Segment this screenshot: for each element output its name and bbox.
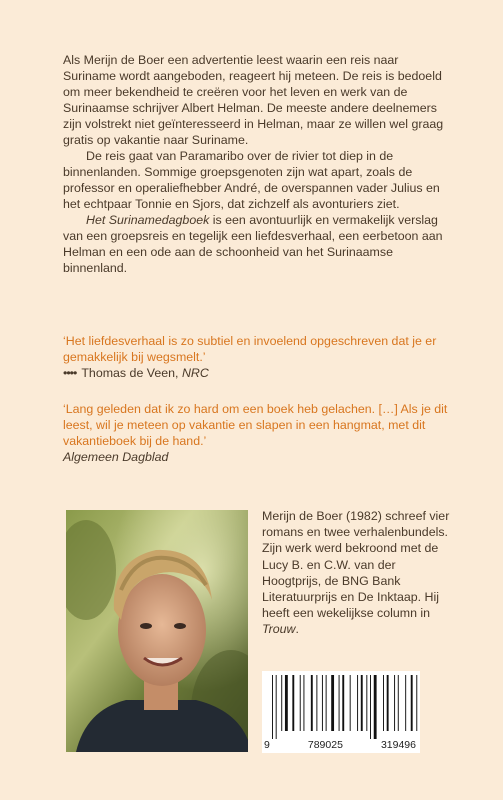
barcode-bar	[405, 675, 406, 731]
review-quote-2	[63, 401, 458, 465]
barcode-bar	[281, 675, 282, 731]
barcode-bar	[326, 675, 327, 731]
quote-attribution	[63, 365, 458, 381]
barcode-digits	[262, 739, 420, 751]
barcode-bar	[285, 675, 288, 731]
blurb-paragraph-2: De reis gaat van Paramaribo over de rivier tot diep in de binnenlanden. Sommige groepsgenoten zijn wat apart, zoals de professor en operaliefhebber André, de overspannen vader Julius en het echtpaar Tonnie en Sjors, dat zichzelf als avonturiers ziet.	[63, 149, 440, 211]
barcode-bar	[398, 675, 399, 731]
author-portrait-image	[66, 510, 248, 752]
barcode-bar	[322, 675, 323, 731]
barcode-bar	[411, 675, 413, 731]
barcode-digit-first: 9	[264, 739, 270, 751]
isbn-barcode	[262, 671, 420, 753]
barcode-bar	[383, 675, 384, 731]
barcode-bar	[339, 675, 340, 731]
barcode-bar	[350, 675, 351, 731]
barcode-bars	[262, 671, 420, 739]
author-bio-end: .	[295, 622, 299, 637]
blurb-paragraph-3-text: is een avontuurlijk en vermakelijk verslag van een groepsreis en tegelijk een liefdesverhaal, een eerbetoon aan Helman en een ode aan de schoonheid van het Surinaamse binnenland.	[63, 213, 443, 275]
author-bio-body: Merijn de Boer (1982) schreef vier romans en twee verhalenbundels. Zijn werk werd bekroond met de Lucy B. en C.W. van der Hoogtprijs, de BNG Bank Literatuurprijs en De Inktaap. Hij heeft een wekelijkse column in	[262, 509, 450, 621]
quote-attribution	[63, 449, 458, 465]
barcode-bar	[303, 675, 304, 731]
quote-source: Algemeen Dagblad	[63, 450, 169, 464]
blurb	[63, 52, 453, 276]
barcode-bar	[361, 675, 363, 731]
newspaper-name: Trouw	[262, 622, 296, 637]
author-bio	[262, 508, 452, 638]
barcode-bar	[316, 675, 317, 731]
barcode-bar	[370, 675, 371, 739]
author-photo	[66, 510, 248, 752]
rating-stars: ••••	[63, 366, 77, 380]
barcode-digit-group-1: 789025	[307, 739, 343, 751]
blurb-paragraph-1: Als Merijn de Boer een advertentie leest waarin een reis naar Suriname wordt aangeboden, reageert hij meteen. De reis is bedoeld om meer bekendheid te creëren voor het leven en werk van de Surinaamse schrijver Albert Helman. De meeste andere deelnemers zijn volstrekt niet geïnteresseerd in Helman, maar ze willen wel graag gratis op vakantie naar Suriname.	[63, 53, 444, 147]
barcode-bar	[357, 675, 358, 731]
review-quotes	[63, 333, 458, 465]
barcode-bar	[374, 675, 377, 739]
quote-author: Thomas de Veen,	[81, 366, 182, 380]
barcode-bar	[300, 675, 301, 731]
barcode-bar	[311, 675, 313, 731]
quote-text: ‘Het liefdesverhaal is zo subtiel en invoelend opgeschreven dat je er gemakkelijk bij wegsmelt.’	[63, 334, 437, 364]
barcode-bar	[276, 675, 277, 739]
barcode-bar	[342, 675, 344, 731]
review-quote-1	[63, 333, 458, 381]
barcode-bar	[416, 675, 417, 731]
barcode-digit-group-2: 319496	[380, 739, 416, 751]
barcode-bar	[394, 675, 395, 731]
quote-text: ‘Lang geleden dat ik zo hard om een boek heb gelachen. […] Als je dit leest, wil je meteen op vakantie en slapen in een hangmat, met dit vakantieboek bij de hand.’	[63, 402, 448, 448]
barcode-bar	[366, 675, 367, 731]
barcode-bar	[387, 675, 389, 731]
book-title: Het Surinamedagboek	[86, 213, 210, 227]
barcode-bar	[331, 675, 334, 731]
blurb-paragraph-3	[63, 212, 453, 276]
barcode-bar	[272, 675, 273, 739]
barcode-bar	[292, 675, 294, 731]
author-bio-text	[262, 508, 452, 638]
quote-source: NRC	[181, 366, 209, 380]
